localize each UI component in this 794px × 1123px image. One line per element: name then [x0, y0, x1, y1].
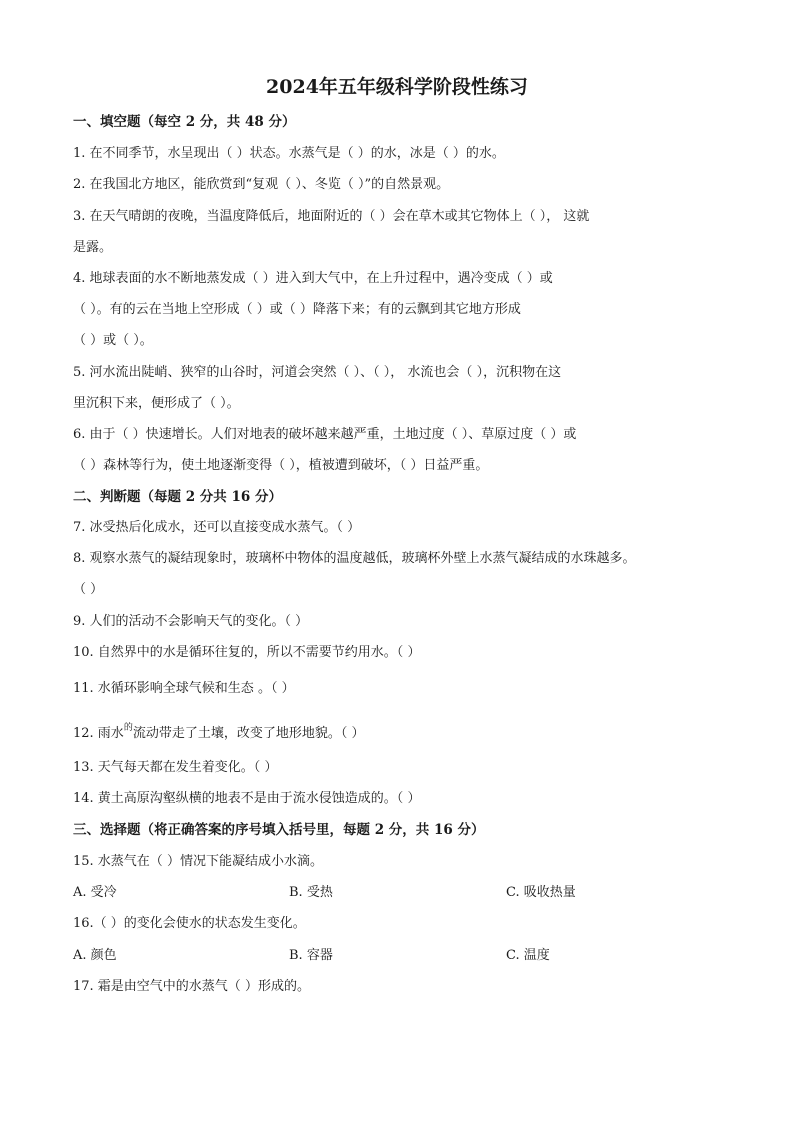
question-line: 7. 冰受热后化成水，还可以直接变成水蒸气。（ ） [73, 520, 361, 535]
question-text: 12. 雨水 [73, 726, 124, 741]
superscript-char: 的 [123, 723, 133, 733]
question-line: 3. 在天气晴朗的夜晚，当温度降低后，地面附近的（ ）会在草木或其它物体上（ ）， 这就 [73, 209, 590, 224]
option-b: B. 受热 [289, 885, 333, 900]
question-line: 6. 由于（ ）快速增长。人们对地表的破坏越来越严重，土地过度（ ）、草原过度（ ）或 [73, 427, 577, 442]
question-line: 9. 人们的活动不会影响天气的变化。（ ） [73, 614, 309, 629]
question-line: 10. 自然界中的水是循环往复的，所以不需要节约用水。（ ） [73, 645, 421, 660]
question-line: （ ）森林等行为，使土地逐渐变得（ ），植被遭到破坏，（ ）日益严重。 [73, 458, 489, 473]
question-line: 5. 河水流出陡峭、狭窄的山谷时，河道会突然（ ）、（ ）， 水流也会（ ），沉积物在这 [73, 365, 562, 380]
question-line: 1. 在不同季节，水呈现出（ ）状态。水蒸气是（ ）的水，冰是（ ）的水。 [73, 146, 505, 161]
question-line: 2. 在我国北方地区，能欣赏到“复观（ ）、冬览（ ）”的自然景观。 [73, 177, 450, 192]
question-line: 是露。 [73, 240, 113, 255]
question-line: 8. 观察水蒸气的凝结现象时，玻璃杯中物体的温度越低，玻璃杯外壁上水蒸气凝结成的水珠越多。 [73, 551, 636, 566]
option-c: C. 温度 [506, 948, 550, 963]
question-line: （ ） [73, 582, 104, 597]
option-a: A. 颜色 [73, 948, 117, 963]
question-text: 流动带走了土壤，改变了地形地貌。（ ） [132, 726, 365, 741]
question-stem: 16.（ ）的变化会使水的状态发生变化。 [73, 916, 306, 931]
question-line: 14. 黄土高原沟壑纵横的地表不是由于流水侵蚀造成的。（ ） [73, 791, 421, 806]
question-stem: 15. 水蒸气在（ ）情况下能凝结成小水滴。 [73, 854, 323, 869]
section-heading-true-false: 二、判断题（每题 2 分共 16 分） [73, 489, 282, 505]
question-line: 里沉积下来，便形成了（ ）。 [73, 396, 240, 411]
section-heading-multiple-choice: 三、选择题（将正确答案的序号填入括号里，每题 2 分，共 16 分） [73, 822, 485, 838]
question-line: （ ）或（ ）。 [73, 333, 153, 348]
option-c: C. 吸收热量 [506, 885, 576, 900]
option-a: A. 受冷 [73, 885, 117, 900]
option-b: B. 容器 [289, 948, 333, 963]
question-line [73, 722, 723, 741]
question-line: 4. 地球表面的水不断地蒸发成（ ）进入到大气中，在上升过程中，遇冷变成（ ）或 [73, 271, 553, 286]
question-stem: 17. 霜是由空气中的水蒸气（ ）形成的。 [73, 979, 310, 994]
section-heading-fill-blank: 一、填空题（每空 2 分，共 48 分） [73, 114, 296, 130]
question-line: 11. 水循环影响全球气候和生态 。（ ） [73, 681, 295, 696]
question-line: （ ）。有的云在当地上空形成（ ）或（ ）降落下来；有的云飘到其它地方形成 [73, 302, 521, 317]
page-title: 2024年五年级科学阶段性练习 [266, 76, 528, 98]
question-line: 13. 天气每天都在发生着变化。（ ） [73, 760, 278, 775]
